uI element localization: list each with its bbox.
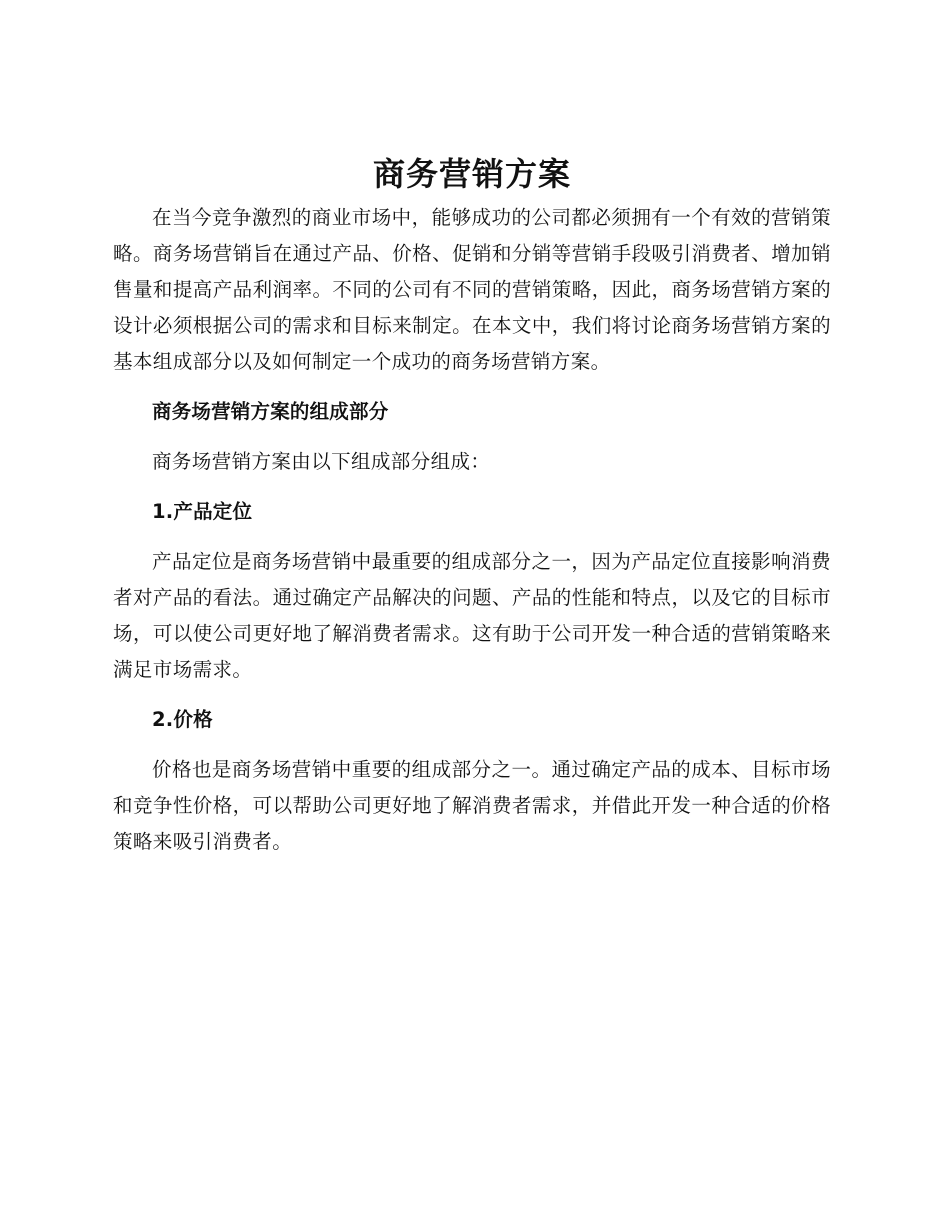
section-intro-paragraph: 商务场营销方案由以下组成部分组成：	[152, 450, 491, 473]
section-heading: 商务场营销方案的组成部分	[152, 400, 389, 423]
item-body-product-positioning: 产品定位是商务场营销中最重要的组成部分之一，因为产品定位直接影响消费者对产品的看法。通过确定产品解决的问题、产品的性能和特点，以及它的目标市场，可以使公司更好地了解消费者需求。这有助于公司开发一种合适的营销策略来满足市场需求。	[113, 550, 831, 681]
document-title: 商务营销方案	[372, 155, 571, 193]
document-body	[113, 150, 831, 874]
item-heading-price: 2.价格	[152, 708, 213, 731]
item-heading-product-positioning: 1.产品定位	[152, 500, 253, 523]
item-body-price: 价格也是商务场营销中重要的组成部分之一。通过确定产品的成本、目标市场和竞争性价格，可以帮助公司更好地了解消费者需求，并借此开发一种合适的价格策略来吸引消费者。	[113, 758, 831, 853]
intro-paragraph: 在当今竞争激烈的商业市场中，能够成功的公司都必须拥有一个有效的营销策略。商务场营销旨在通过产品、价格、促销和分销等营销手段吸引消费者、增加销售量和提高产品利润率。不同的公司有不同的营销策略，因此，商务场营销方案的设计必须根据公司的需求和目标来制定。在本文中，我们将讨论商务场营销方案的基本组成部分以及如何制定一个成功的商务场营销方案。	[113, 206, 831, 373]
